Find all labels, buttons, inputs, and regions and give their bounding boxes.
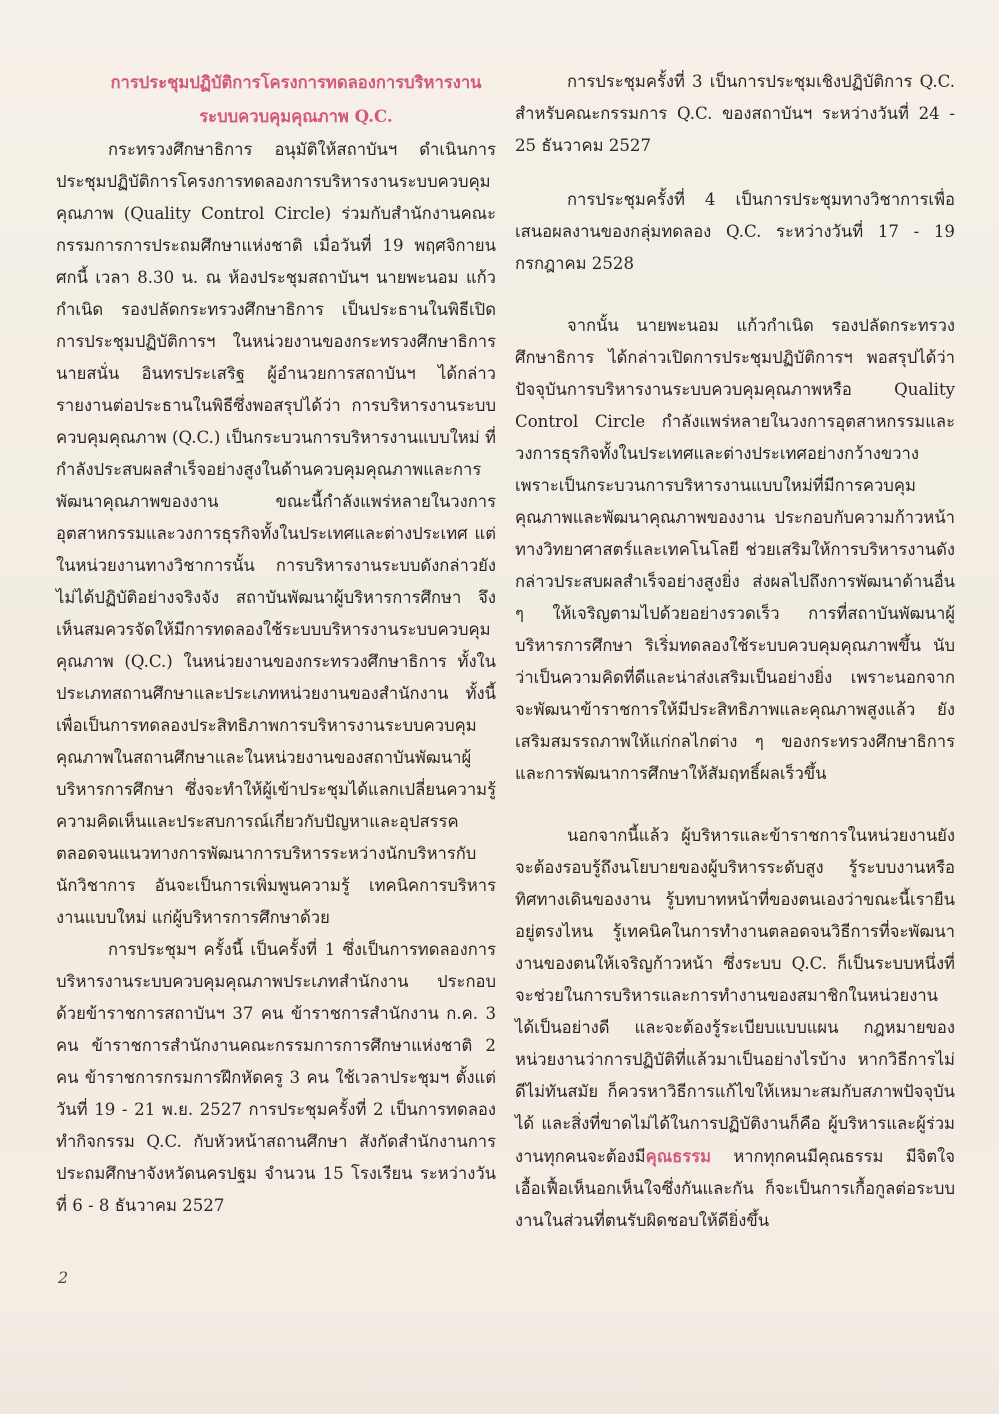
paragraph-spacer bbox=[515, 790, 955, 820]
left-paragraph-2: การประชุมฯ ครั้งนี้ เป็นครั้งที่ 1 ซึ่งเป็นการทดลองการบริหารงานระบบควบคุมคุณภาพประเภทสำนักงาน ประกอบด้วยข้าราชการสถาบันฯ 37 คน ข้าราชการสำนักงาน ก.ค. 3 คน ข้าราชการสำนักงานคณะกรรมการการศึกษาแห่งชาติ 2 คน ข้าราชการกรมการฝึกหัดครู 3 คน ใช้เวลาประชุมฯ ตั้งแต่วันที่ 19 - 21 พ.ย. 2527 การประชุมครั้งที่ 2 เป็นการทดลองทำกิจกรรม Q.C. กับหัวหน้าสถานศึกษา สังกัดสำนักงานการประถมศึกษาจังหวัดนครปฐม จำนวน 15 โรงเรียน ระหว่างวันที่ 6 - 8 ธันวาคม 2527 bbox=[56, 940, 496, 1215]
right-paragraph-4 bbox=[515, 820, 955, 1237]
right-paragraph-2: การประชุมครั้งที่ 4 เป็นการประชุมทางวิชาการเพื่อเสนอผลงานของกลุ่มทดลอง Q.C. ระหว่างวันที่ 17 - 19 กรกฎาคม 2528 bbox=[515, 190, 955, 273]
article-title-line-1: การประชุมปฏิบัติการโครงการทดลองการบริหารงาน bbox=[110, 72, 482, 92]
right-paragraph-4-text: นอกจากนี้แล้ว ผู้บริหารและข้าราชการในหน่วยงานยังจะต้องรอบรู้ถึงนโยบายของผู้บริหารระดับสูง รู้ระบบงานหรือทิศทางเดินของงาน รู้บทบาทหน้าที่ของตนเองว่าขณะนี้เรายืนอยู่ตรงไหน รู้เทคนิคในการทำงานตลอดจนวิธีการที่จะพัฒนางานของตนให้เจริญก้าวหน้า ซึ่งระบบ Q.C. ก็เป็นระบบหนึ่งที่จะช่วยในการบริหารและการทำงานของสมาชิกในหน่วยงานได้เป็นอย่างดี และจะต้องรู้ระเบียบแบบแผน กฎหมายของหน่วยงานว่าการปฏิบัติที่แล้วมาเป็นอย่างไรบ้าง หากวิธีการไม่ดีไม่ทันสมัย ก็ควรหาวิธีการแก้ไขให้เหมาะสมกับสภาพปัจจุบันได้ และสิ่งที่ขาดไม่ได้ในการปฏิบัติงานก็คือ ผู้บริหารและผู้ร่วมงานทุกคนจะต้องมี bbox=[515, 826, 955, 1166]
article-title-line-2: ระบบควบคุมคุณภาพ Q.C. bbox=[199, 106, 393, 126]
right-column bbox=[515, 66, 955, 1237]
paragraph-spacer bbox=[515, 162, 955, 184]
paper-shadow bbox=[0, 1300, 999, 1414]
right-paragraph-1: การประชุมครั้งที่ 3 เป็นการประชุมเชิงปฏิบัติการ Q.C. สำหรับคณะกรรมการ Q.C. ของสถาบันฯ ระหว่างวันที่ 24 - 25 ธันวาคม 2527 bbox=[515, 72, 955, 155]
page-number: 2 bbox=[58, 1268, 69, 1287]
virtue-highlight: คุณธรรม bbox=[645, 1146, 712, 1166]
right-paragraph-4-tail: หากทุกคนมีคุณธรรม มีจิตใจเอื้อเฟื้อเห็นอกเห็นใจซึ่งกันและกัน ก็จะเป็นการเกื้อกูลต่อระบบงานในส่วนที่ตนรับผิดชอบให้ดียิ่งขึ้น bbox=[515, 1147, 955, 1230]
right-paragraph-3: จากนั้น นายพะนอม แก้วกำเนิด รองปลัดกระทรวงศึกษาธิการ ได้กล่าวเปิดการประชุมปฏิบัติการฯ พอสรุปได้ว่า ปัจจุบันการบริหารงานระบบควบคุมคุณภาพหรือ Quality Control Circle กำลังแพร่หลายในวงการอุตสาหกรรมและวงการธุรกิจทั้งในประเทศและต่างประเทศอย่างกว้างขวาง เพราะเป็นกระบวนการบริหารงานแบบใหม่ที่มีการควบคุมคุณภาพและพัฒนาคุณภาพของงาน ประกอบกับความก้าวหน้าทางวิทยาศาสตร์และเทคโนโลยี ช่วยเสริมให้การบริหารงานดังกล่าวประสบผลสำเร็จอย่างสูงยิ่ง ส่งผลไปถึงการพัฒนาด้านอื่น ๆ ให้เจริญตามไปด้วยอย่างรวดเร็ว การที่สถาบันพัฒนาผู้บริหารการศึกษา ริเริ่มทดลองใช้ระบบควบคุมคุณภาพขึ้น นับว่าเป็นความคิดที่ดีและน่าส่งเสริมเป็นอย่างยิ่ง เพราะนอกจากจะพัฒนาข้าราชการให้มีประสิทธิภาพและคุณภาพสูงแล้ว ยังเสริมสมรรถภาพให้แก่กลไกต่าง ๆ ของกระทรวงศึกษาธิการและการพัฒนาการศึกษาให้สัมฤทธิ์ผลเร็วขึ้น bbox=[515, 316, 955, 783]
left-column bbox=[56, 66, 496, 1222]
paragraph-spacer bbox=[515, 280, 955, 310]
left-paragraph-1: กระทรวงศึกษาธิการ อนุมัติให้สถาบันฯ ดำเนินการประชุมปฏิบัติการโครงการทดลองการบริหารงานระบบควบคุมคุณภาพ (Quality Control Circle) ร่วมกับสำนักงานคณะกรรมการการประถมศึกษาแห่งชาติ เมื่อวันที่ 19 พฤศจิกายน ศกนี้ เวลา 8.30 น. ณ ห้องประชุมสถาบันฯ นายพะนอม แก้วกำเนิด รองปลัดกระทรวงศึกษาธิการ เป็นประธานในพิธีเปิดการประชุมปฏิบัติการฯ ในหน่วยงานของกระทรวงศึกษาธิการ นายสนั่น อินทรประเสริฐ ผู้อำนวยการสถาบันฯ ได้กล่าวรายงานต่อประธานในพิธีซึ่งพอสรุปได้ว่า การบริหารงานระบบควบคุมคุณภาพ (Q.C.) เป็นกระบวนการบริหารงานแบบใหม่ ที่กำลังประสบผลสำเร็จอย่างสูงในด้านควบคุมคุณภาพและการพัฒนาคุณภาพของงาน ขณะนี้กำลังแพร่หลายในวงการอุตสาหกรรมและวงการธุรกิจทั้งในประเทศและต่างประเทศ แต่ในหน่วยงานทางวิชาการนั้น การบริหารงานระบบดังกล่าวยังไม่ได้ปฏิบัติอย่างจริงจัง สถาบันพัฒนาผู้บริหารการศึกษา จึงเห็นสมควรจัดให้มีการทดลองใช้ระบบบริหารงานระบบควบคุมคุณภาพ (Q.C.) ในหน่วยงานของกระทรวงศึกษาธิการ ทั้งในประเภทสถานศึกษาและประเภทหน่วยงานของสำนักงาน ทั้งนี้เพื่อเป็นการทดลองประสิทธิภาพการบริหารงานระบบควบคุมคุณภาพในสถานศึกษาและในหน่วยงานของสถาบันพัฒนาผู้บริหารการศึกษา ซึ่งจะทำให้ผู้เข้าประชุมได้แลกเปลี่ยนความรู้ ความคิดเห็นและประสบการณ์เกี่ยวกับปัญหาและอุปสรรคตลอดจนแนวทางการพัฒนาการบริหารระหว่างนักบริหารกับนักวิชาการ อันจะเป็นการเพิ่มพูนความรู้ เทคนิคการบริหารงานแบบใหม่ แก่ผู้บริหารการศึกษาด้วย bbox=[56, 140, 496, 927]
